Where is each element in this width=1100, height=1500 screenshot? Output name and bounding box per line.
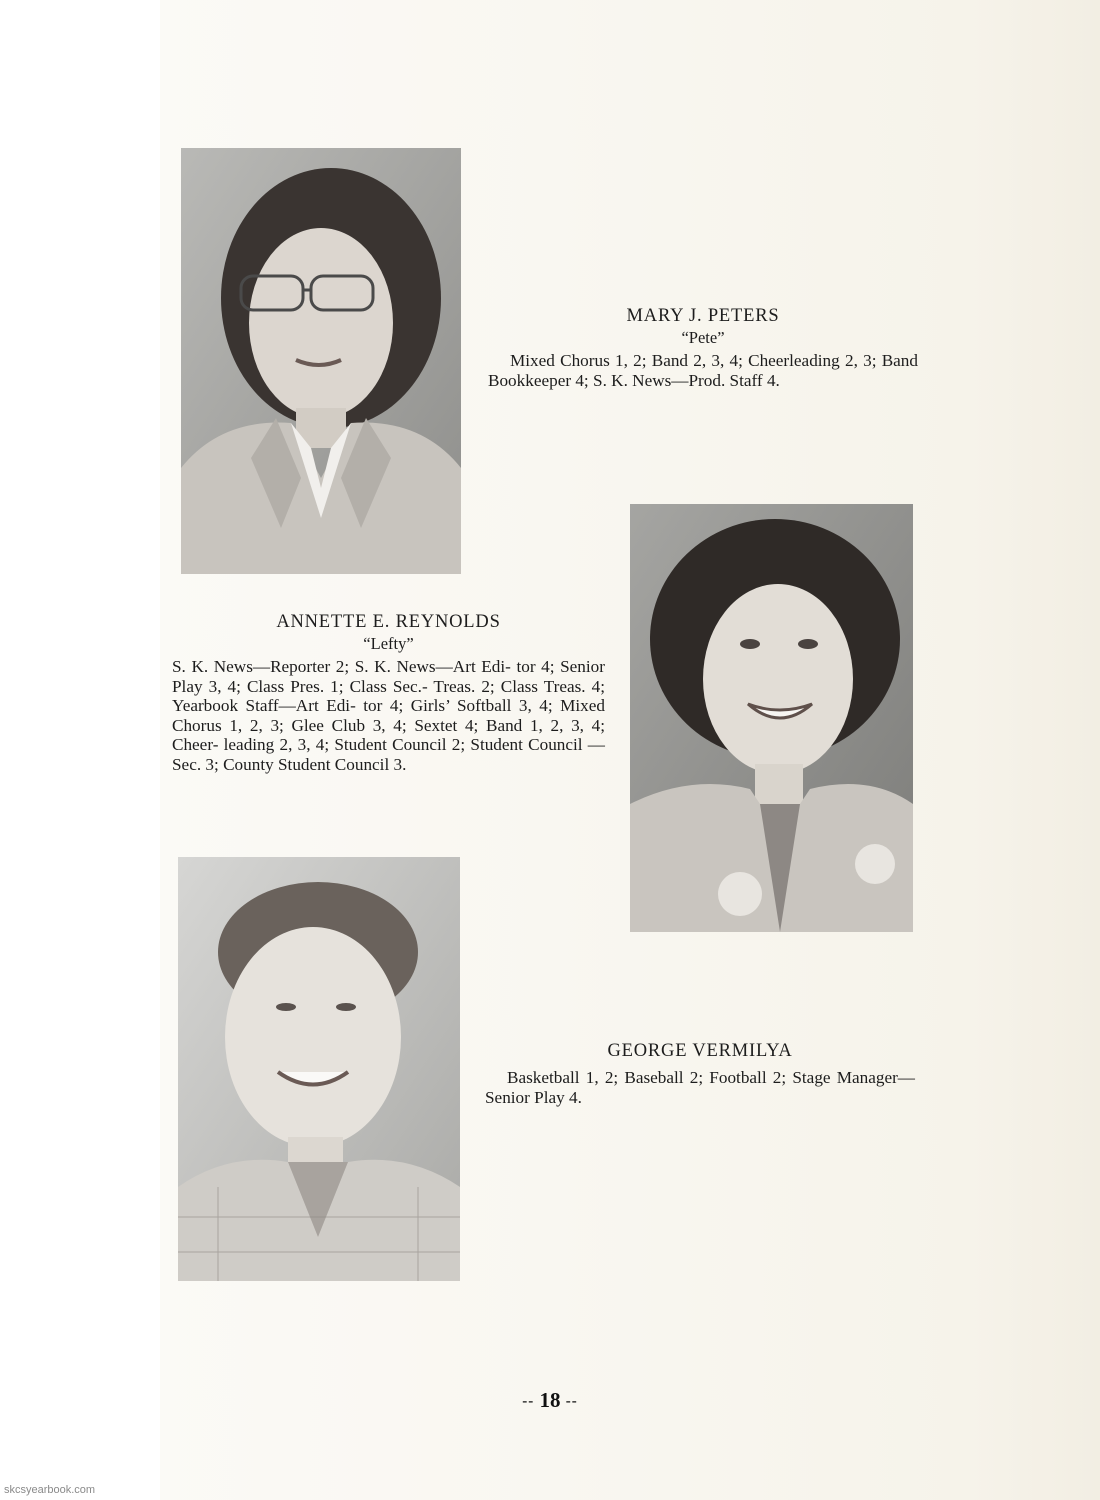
watermark: skcsyearbook.com <box>4 1484 96 1496</box>
student-activities: S. K. News—Reporter 2; S. K. News—Art Edi- tor 4; Senior Play 3, 4; Class Pres. 1; Class Sec.- Treas. 2; Class Treas. 4; Yearbook Staff—Art Edi- tor 4; Girls’ Softball 3, 4; Mixed Chorus 1, 2, 3; Glee Club 3, 4; Sextet 4; Band 1, 2, 3, 4; Cheer- leading 2, 3, 4; Student Council 2; Student Council —Sec. 3; County Student Council 3. <box>172 657 605 774</box>
student-name: GEORGE VERMILYA <box>607 1041 793 1061</box>
scan-margin <box>0 0 160 1500</box>
student-entry-vermilya <box>485 1040 915 1107</box>
student-entry-peters <box>488 305 918 390</box>
folio-ornament-right: ‐‐ <box>565 1393 578 1410</box>
student-nickname: “Lefty” <box>363 634 414 653</box>
folio-ornament-left: ‐‐ <box>522 1393 535 1410</box>
page-number-text: 18 <box>539 1388 561 1412</box>
student-entry-reynolds <box>172 611 605 775</box>
portrait-photo-reynolds <box>630 504 913 932</box>
student-nickname: “Pete” <box>681 328 725 347</box>
student-name: MARY J. PETERS <box>626 306 780 326</box>
student-activities: Basketball 1, 2; Baseball 2; Football 2; Stage Manager—Senior Play 4. <box>485 1068 915 1107</box>
portrait-photo-vermilya <box>178 857 460 1281</box>
student-name: ANNETTE E. REYNOLDS <box>276 612 501 632</box>
portrait-photo-peters <box>181 148 461 574</box>
page-number <box>0 1388 1100 1413</box>
student-activities: Mixed Chorus 1, 2; Band 2, 3, 4; Cheerleading 2, 3; Band Bookkeeper 4; S. K. News—Prod. Staff 4. <box>488 351 918 390</box>
